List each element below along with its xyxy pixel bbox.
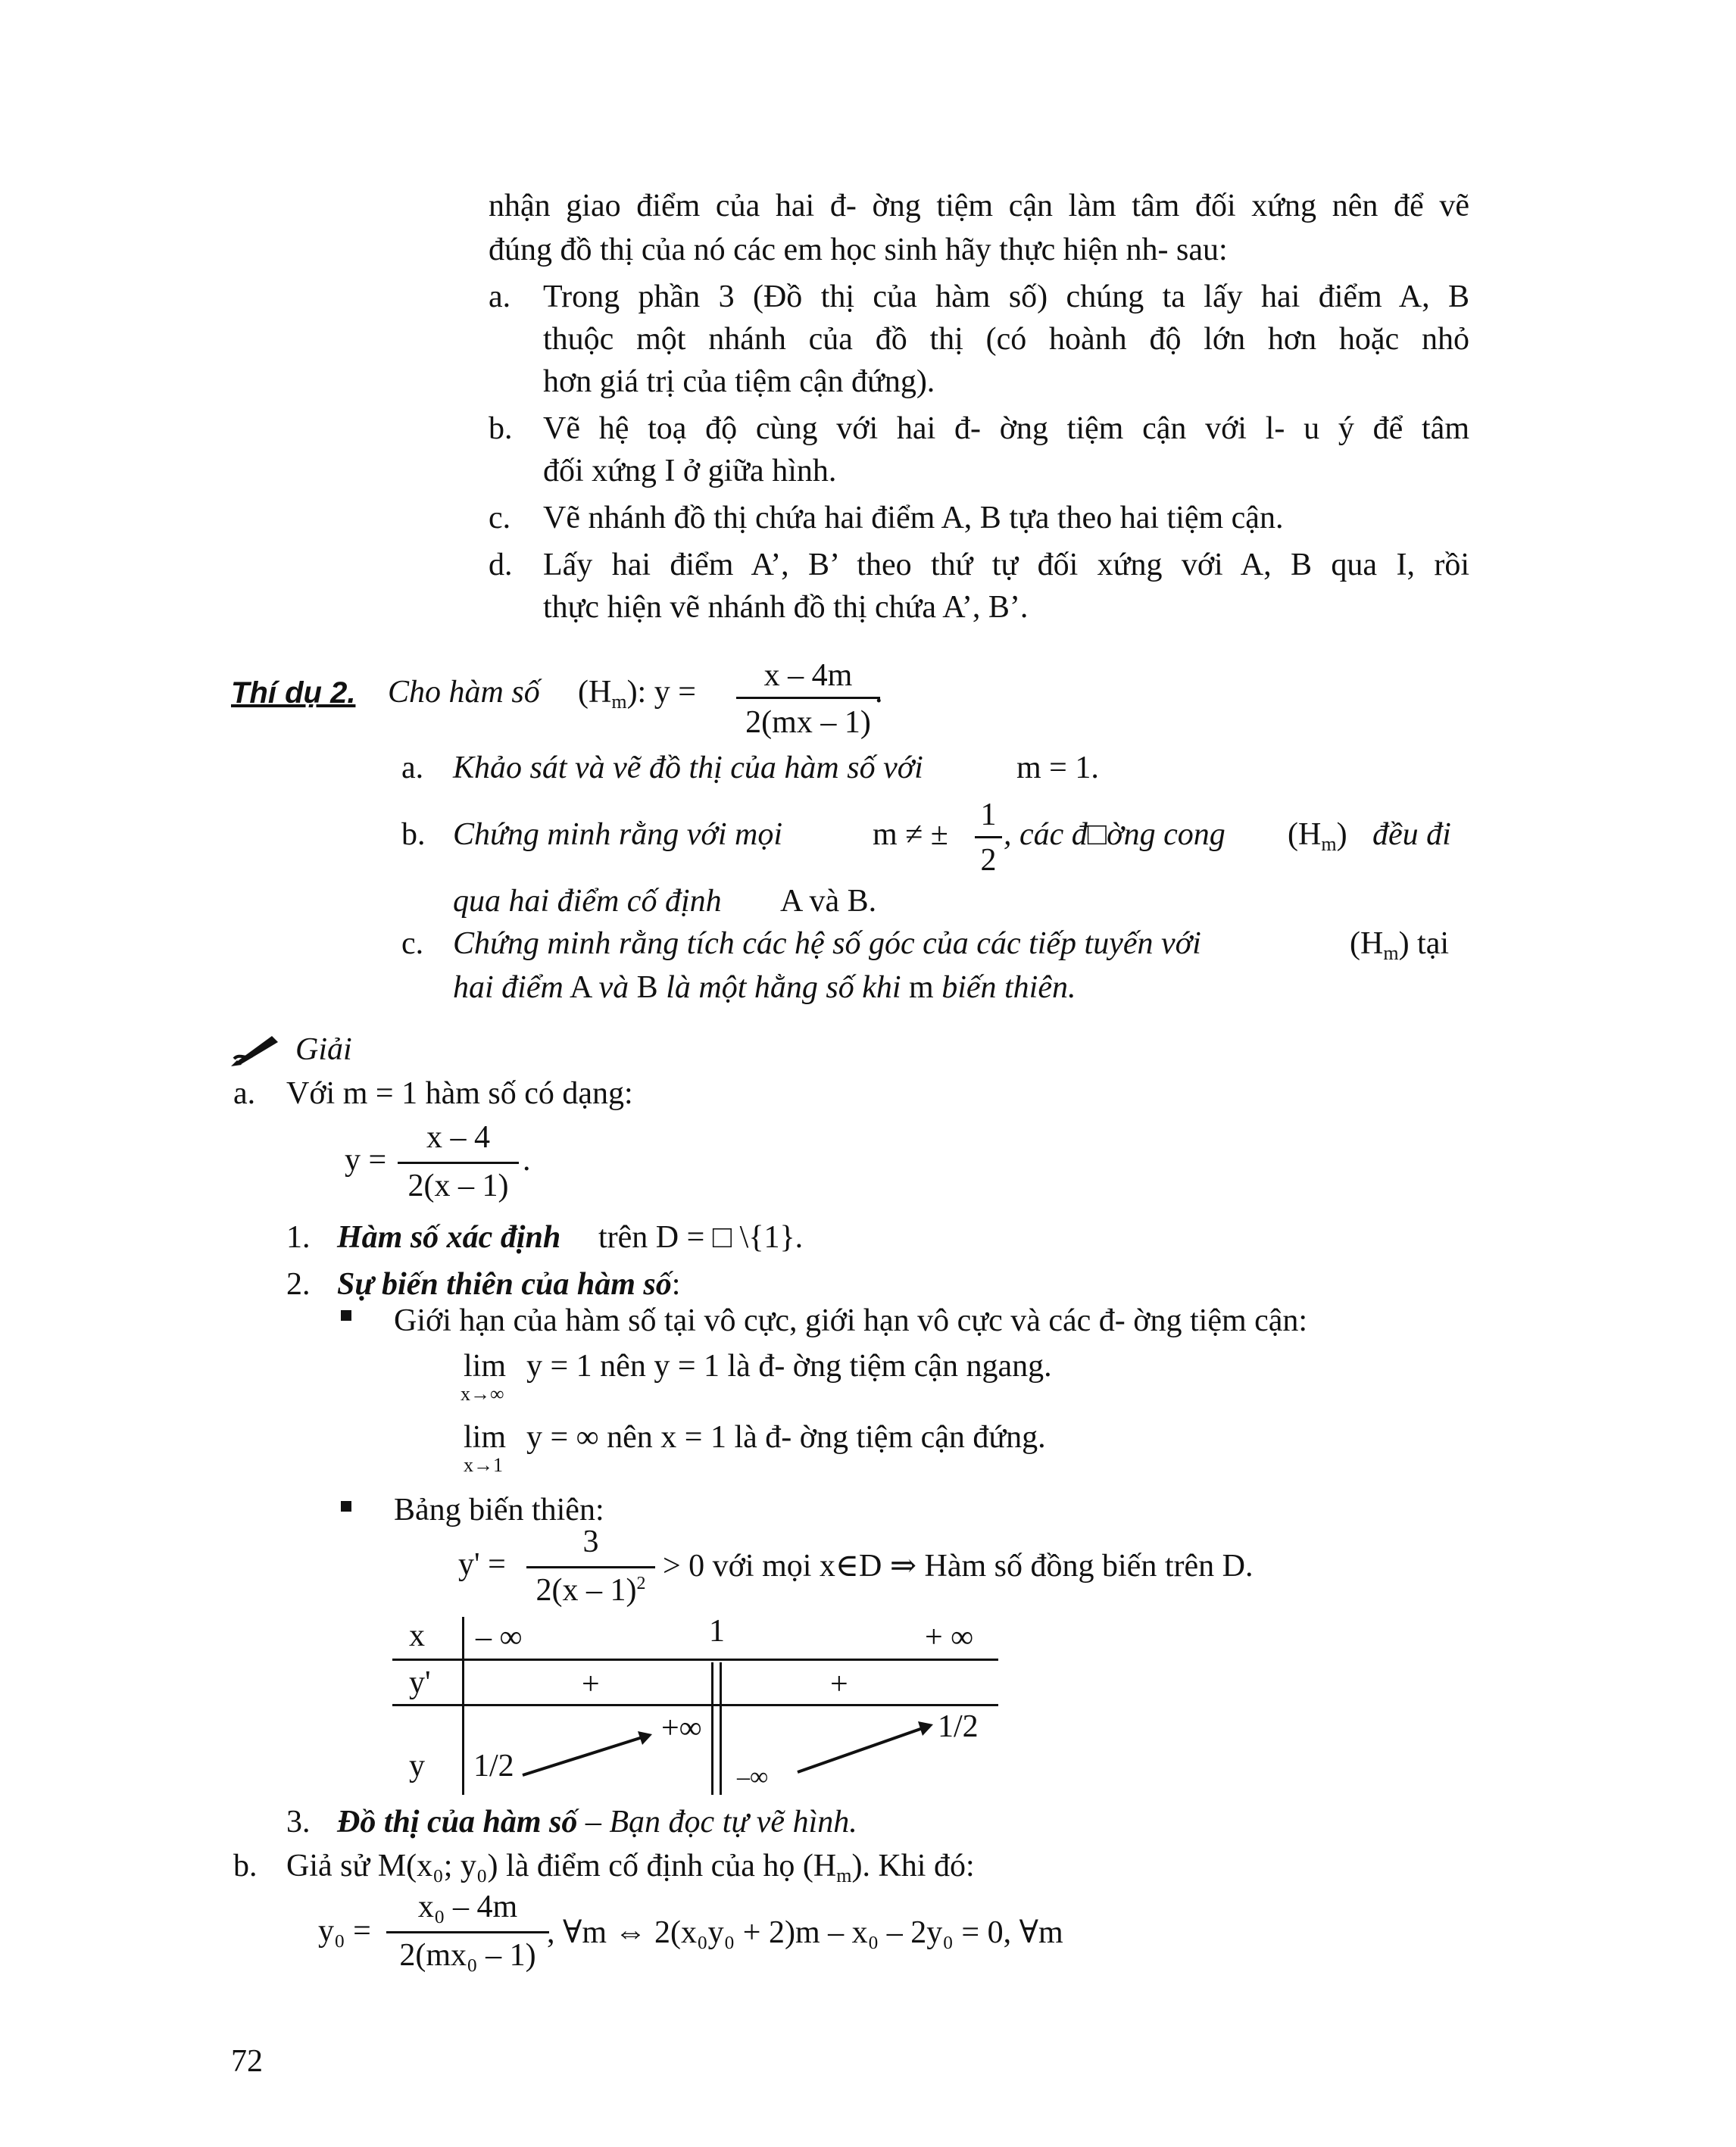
step-b-line-1: Vẽ hệ toạ độ cùng với hai đ- ờng tiệm cận với l- u ý để tâm (543, 411, 1469, 446)
part-b-denominator: 2(mx₀ – 1) (399, 1938, 536, 1973)
step-a-marker: a. (489, 279, 511, 314)
part-b-lhs: y₀ = (318, 1914, 371, 1949)
example-function-name: $(H_m)$: y = (578, 675, 696, 713)
page-number: 72 (231, 2044, 263, 2079)
step-1-title: Hàm số xác định (337, 1220, 561, 1255)
step-3-number: 3. (286, 1805, 311, 1840)
y-fraction (398, 1119, 519, 1203)
table-label-x: x (409, 1618, 425, 1653)
arrow-increasing-right (798, 1728, 923, 1772)
part-b-fraction (386, 1889, 549, 1976)
example-denominator: 2(mx – 1) (745, 705, 871, 740)
example-b-condition: m ≠ ± (873, 817, 948, 852)
intro-line-2: đúng đồ thị của nó các em học sinh hãy thực hiện nh- sau: (489, 232, 1228, 267)
x-minus-infinity: – ∞ (476, 1620, 523, 1655)
step-d-line-2: thực hiện vẽ nhánh đồ thị chứa A’, B’. (543, 590, 1029, 625)
arrowhead-right (918, 1721, 933, 1736)
solution-a-text: Với m = 1 hàm số có dạng: (286, 1076, 633, 1111)
example-a-text: Khảo sát và vẽ đồ thị của hàm số với (453, 751, 923, 785)
example-period: . (875, 675, 883, 710)
part-b-bar (386, 1931, 549, 1933)
part-b-marker: b. (233, 1849, 258, 1883)
one-half-fraction (975, 797, 1002, 880)
pencil-icon (229, 1030, 281, 1076)
step-1-number: 1. (286, 1220, 311, 1255)
table-label-yprime: y' (409, 1665, 431, 1700)
example-b-text-2: , các đ□ờng cong (1004, 817, 1226, 852)
y-start-value: 1/2 (473, 1749, 514, 1783)
part-b-text: Giả sử M(x₀; y₀) là điểm cố định của họ $(H_m)$. Khi đó: (286, 1849, 975, 1886)
step-c-marker: c. (489, 501, 511, 535)
example-a-marker: a. (401, 751, 424, 785)
y-end-value: 1/2 (938, 1709, 979, 1744)
derivative-rest: > 0 với mọi x∈D ⇒ Hàm số đồng biến trên D. (663, 1549, 1254, 1584)
bullet-2-text: Bảng biến thiên: (394, 1493, 604, 1528)
limit-2-subscript: x→1 (464, 1454, 503, 1476)
derivative-numerator: 3 (582, 1524, 599, 1559)
limit-2-word: lim (464, 1420, 507, 1455)
table-label-y: y (409, 1749, 425, 1783)
step-a-line-3: hơn giá trị của tiệm cận đứng). (543, 364, 935, 399)
y-minus-infinity: –∞ (737, 1763, 769, 1791)
y-equals: y = (345, 1143, 387, 1178)
step-b-line-2: đối xứng I ở giữa hình. (543, 454, 837, 488)
step-3-text: Đồ thị của hàm số – Bạn đọc tự vẽ hình. (337, 1805, 857, 1840)
variation-arrows (392, 1613, 998, 1799)
example-b-family: $(H_m)$ (1288, 817, 1347, 855)
step-a-line-1: Trong phần 3 (Đồ thị của hàm số) chúng ta lấy hai điểm A, B (543, 279, 1469, 314)
example-heading: Thí dụ 2. (231, 676, 356, 710)
bullet-1-text: Giới hạn của hàm số tại vô cực, giới hạn vô cực và các đ- ờng tiệm cận: (394, 1303, 1308, 1338)
half-numerator: 1 (980, 797, 997, 832)
example-b-text-1: Chứng minh rằng với mọi (453, 817, 782, 852)
step-2-title: Sự biến thiên của hàm số: (337, 1267, 681, 1302)
variation-table (392, 1613, 998, 1799)
example-numerator: x – 4m (763, 658, 853, 693)
step-2-number: 2. (286, 1267, 311, 1302)
example-b-line-2a: qua hai điểm cố định (453, 884, 722, 919)
example-c-marker: c. (401, 926, 424, 961)
derivative-bar (526, 1566, 655, 1568)
half-denominator: 2 (980, 843, 997, 878)
bullet-icon (341, 1310, 351, 1321)
bullet-icon (341, 1501, 351, 1512)
y-denominator: 2(x – 1) (407, 1169, 509, 1203)
fraction-bar (736, 697, 880, 699)
part-b-rest: , ∀m ⇔ 2(x₀y₀ + 2)m – x₀ – 2y₀ = 0, ∀m (547, 1915, 1063, 1950)
derivative-fraction (526, 1524, 655, 1607)
example-c-line-1b: $(H_m)$ tại (1350, 926, 1450, 964)
yprime-sign-left: + (582, 1667, 600, 1702)
limit-1-text: y = 1 nên y = 1 là đ- ờng tiệm cận ngang. (526, 1349, 1052, 1384)
intro-line-1: nhận giao điểm của hai đ- ờng tiệm cận làm tâm đối xứng nên để vẽ (489, 189, 1469, 223)
step-1-domain: trên D = □ \{1}. (598, 1220, 804, 1255)
y-plus-infinity: +∞ (661, 1711, 702, 1746)
step-a-line-2: thuộc một nhánh của đồ thị (có hoành độ lớn hơn hoặc nhỏ (543, 322, 1469, 357)
step-d-marker: d. (489, 548, 513, 582)
limit-2-text: y = ∞ nên x = 1 là đ- ờng tiệm cận đứng. (526, 1420, 1046, 1455)
step-b-marker: b. (489, 411, 513, 446)
half-bar (975, 836, 1002, 838)
y-numerator: x – 4 (426, 1120, 490, 1155)
step-c-line-1: Vẽ nhánh đồ thị chứa hai điểm A, B tựa theo hai tiệm cận. (543, 501, 1284, 535)
y-period: . (523, 1143, 531, 1178)
example-fraction (736, 657, 880, 741)
derivative-lhs: y' = (458, 1547, 506, 1582)
example-b-line-2b: A và B. (780, 884, 877, 919)
arrow-increasing-left (523, 1737, 642, 1775)
example-a-value: m = 1. (1016, 751, 1099, 785)
derivative-denominator: 2(x – 1)$^2$ (535, 1573, 646, 1608)
solution-label: Giải (295, 1032, 352, 1067)
limit-1-word: lim (464, 1349, 507, 1384)
example-lead: Cho hàm số (388, 675, 540, 710)
x-plus-infinity: + ∞ (925, 1620, 974, 1655)
example-c-line-1a: Chứng minh rằng tích các hệ số góc của các tiếp tuyến với (453, 926, 1201, 961)
example-b-marker: b. (401, 817, 426, 852)
step-d-line-1: Lấy hai điểm A’, B’ theo thứ tự đối xứng với A, B qua I, rồi (543, 548, 1469, 582)
example-c-line-2: hai điểm A và B là một hằng số khi m biến thiên. (453, 970, 1076, 1005)
solution-a-marker: a. (233, 1076, 256, 1111)
part-b-numerator: x₀ – 4m (417, 1890, 518, 1924)
limit-1-subscript: x→∞ (461, 1383, 504, 1405)
y-bar (398, 1162, 519, 1164)
example-b-text-3: đều đi (1372, 817, 1451, 852)
x-one: 1 (709, 1614, 725, 1649)
yprime-sign-right: + (830, 1667, 848, 1702)
